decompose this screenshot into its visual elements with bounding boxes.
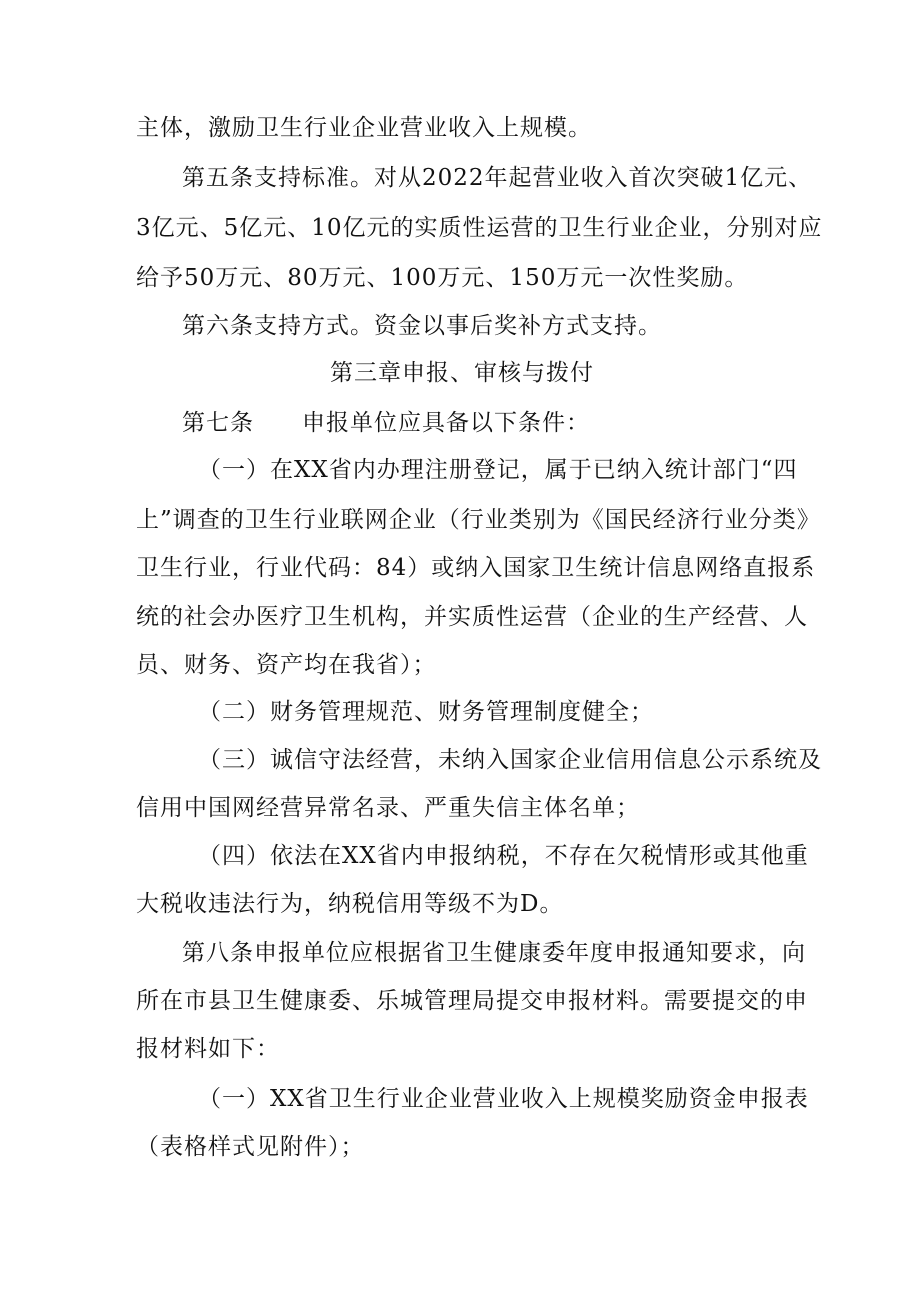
- condition-3-line-2: 信用中国网经营异常名录、严重失信主体名单；: [136, 795, 640, 821]
- article-5-line-1: 第五条支持标准。对从2022年起营业收入首次突破1亿元、: [182, 165, 813, 191]
- material-1-line-1: （一）XX省卫生行业企业营业收入上规模奖励资金申报表: [198, 1086, 809, 1112]
- condition-1-line-4: 统的社会办医疗卫生机构，并实质性运营（企业的生产经营、人: [136, 604, 808, 630]
- article-5-line-2: 3亿元、5亿元、10亿元的实质性运营的卫生行业企业，分别对应: [136, 215, 823, 241]
- article-8-line-3: 报材料如下：: [136, 1036, 280, 1062]
- article-6-line: 第六条支持方式。资金以事后奖补方式支持。: [182, 313, 662, 339]
- condition-1-line-2: 上”调查的卫生行业联网企业（行业类别为《国民经济行业分类》: [136, 507, 821, 533]
- condition-4-line-1: （四）依法在XX省内申报纳税，不存在欠税情形或其他重: [198, 843, 809, 869]
- condition-4-line-2: 大税收违法行为，纳税信用等级不为D。: [136, 891, 564, 917]
- article-7-line: 第七条 申报单位应具备以下条件：: [182, 410, 590, 436]
- article-5-line-3: 给予50万元、80万元、100万元、150万元一次性奖励。: [136, 265, 749, 291]
- paragraph-line-1: 主体，激励卫生行业企业营业收入上规模。: [136, 115, 592, 141]
- article-8-line-2: 所在市县卫生健康委、乐城管理局提交申报材料。需要提交的申: [136, 988, 808, 1014]
- condition-2-line: （二）财务管理规范、财务管理制度健全；: [198, 699, 654, 725]
- condition-1-line-1: （一）在XX省内办理注册登记，属于已纳入统计部门“四: [198, 457, 798, 483]
- material-1-line-2: （表格样式见附件）；: [136, 1134, 365, 1160]
- condition-1-line-5: 员、财务、资产均在我省）；: [136, 652, 437, 678]
- condition-1-line-3: 卫生行业，行业代码：84）或纳入国家卫生统计信息网络直报系: [136, 555, 816, 581]
- condition-3-line-1: （三）诚信守法经营，未纳入国家企业信用信息公示系统及: [198, 747, 822, 773]
- chapter-heading: 第三章申报、审核与拨付: [330, 360, 594, 386]
- article-8-line-1: 第八条申报单位应根据省卫生健康委年度申报通知要求，向: [182, 940, 806, 966]
